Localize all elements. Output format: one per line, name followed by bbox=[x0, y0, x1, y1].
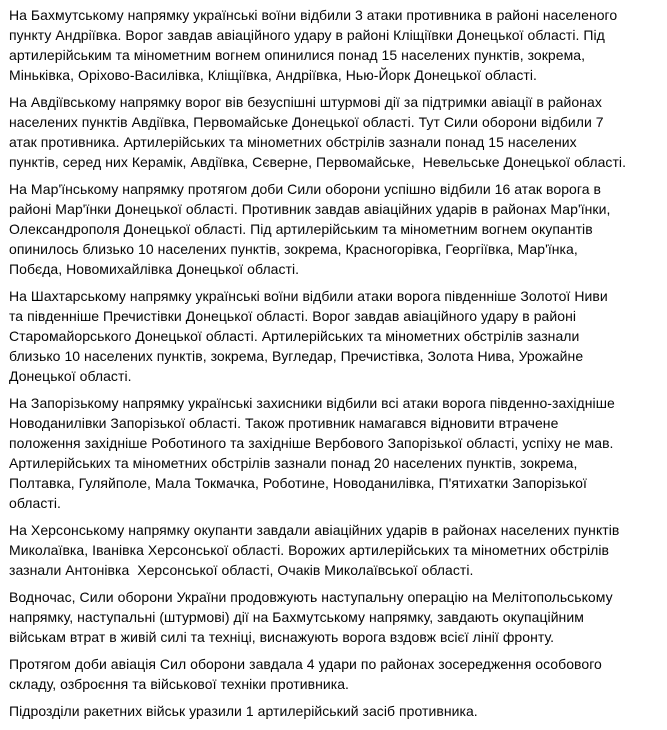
paragraph bbox=[9, 92, 659, 172]
text-line: На Шахтарському напрямку українські воїни відбили атаки ворога південніше Золотої Ниви bbox=[9, 288, 608, 304]
text-line: зазнали Антонівка Херсонської області, Очаків Миколаївської області. bbox=[9, 562, 474, 578]
text-line: атак противника. Артилерійських та мінометних обстрілів зазнали понад 15 населених bbox=[9, 134, 577, 150]
text-line: військам втрат в живій силі та техніці, виснажують ворога вздовж всієї лінії фронту. bbox=[9, 629, 555, 645]
paragraph bbox=[9, 520, 659, 580]
text-line: артилерійським та мінометним вогнем опинилися понад 15 населених пунктів, зокрема, bbox=[9, 47, 586, 63]
text-line: Артилерійських та мінометних обстрілів зазнали понад 20 населених пунктів, зокрема, bbox=[9, 455, 578, 471]
text-line: пункту Андріївка. Ворог завдав авіаційного удару в районі Кліщіївки Донецької області. Під bbox=[9, 27, 605, 43]
text-line: Старомайорського Донецької області. Артилерійських та мінометних обстрілів зазнали bbox=[9, 328, 580, 344]
text-line: області. bbox=[9, 495, 61, 511]
text-line: Новоданилівки Запорізької області. Також противник намагався відновити втрачене bbox=[9, 415, 559, 431]
text-line: складу, озброєння та військової техніки противника. bbox=[9, 676, 349, 692]
paragraph bbox=[9, 179, 659, 279]
paragraph bbox=[9, 286, 659, 386]
text-line: напрямку, наступальні (штурмові) дії на Бахмутському напрямку, завдають окупаційним bbox=[9, 609, 584, 625]
text-line: близько 10 населених пунктів, зокрема, Вугледар, Пречистівка, Золота Нива, Урожайне bbox=[9, 348, 584, 364]
text-line: Побєда, Новомихайлівка Донецької області. bbox=[9, 261, 300, 277]
text-line: та південніше Пречистівки Донецької області. Ворог завдав авіаційного удару в районі bbox=[9, 308, 577, 324]
text-line: Олександрополя Донецької області. Під артилерійським та мінометним вогнем окупантів bbox=[9, 221, 593, 237]
text-line: Водночас, Сили оборони України продовжують наступальну операцію на Мелітопольському bbox=[9, 589, 613, 605]
text-line: положення західніше Роботиного та західніше Вербового Запорізької області, успіху не мав. bbox=[9, 435, 614, 451]
text-line: Підрозділи ракетних військ уразили 1 артилерійський засіб противника. bbox=[9, 703, 478, 719]
text-line: Донецької області. bbox=[9, 368, 132, 384]
text-line: населених пунктів Авдіївка, Первомайське Донецької області. Тут Сили оборони відбили 7 bbox=[9, 114, 604, 130]
text-line: На Херсонському напрямку окупанти завдали авіаційних ударів в районах населених пунктів bbox=[9, 522, 620, 538]
text-line: Миколаївка, Іванівка Херсонської області. Ворожих артилерійських та мінометних обстрілів bbox=[9, 542, 609, 558]
paragraph bbox=[9, 393, 659, 513]
text-line: Протягом доби авіація Сил оборони завдала 4 удари по районах зосередження особового bbox=[9, 656, 602, 672]
paragraph bbox=[9, 5, 659, 85]
paragraph bbox=[9, 654, 659, 694]
text-line: На Мар'їнському напрямку протягом доби Сили оборони успішно відбили 16 атак ворога в bbox=[9, 181, 602, 197]
text-line: На Бахмутському напрямку українські воїни відбили 3 атаки противника в районі населеного bbox=[9, 7, 618, 23]
paragraph bbox=[9, 587, 659, 647]
text-line: опинилось близько 10 населених пунктів, зокрема, Красногорівка, Георгіївка, Мар'їнка, bbox=[9, 241, 578, 257]
text-line: На Запорізькому напрямку українські захисники відбили всі атаки ворога південно-західніше bbox=[9, 395, 615, 411]
text-line: Полтавка, Гуляйполе, Мала Токмачка, Роботине, Новоданилівка, П'ятихатки Запорізької bbox=[9, 475, 587, 491]
text-line: пунктів, серед них Керамік, Авдіївка, Сєверне, Первомайське, Невельське Донецької області. bbox=[9, 154, 627, 170]
text-line: Міньківка, Оріхово-Василівка, Кліщіївка, Андріївка, Нью-Йорк Донецької області. bbox=[9, 67, 537, 83]
text-line: На Авдіївському напрямку ворог вів безуспішні штурмові дії за підтримки авіації в районах bbox=[9, 94, 602, 110]
text-line: районі Мар'їнки Донецької області. Противник завдав авіаційних ударів в районах Мар'їнки, bbox=[9, 201, 611, 217]
paragraph bbox=[9, 701, 659, 721]
